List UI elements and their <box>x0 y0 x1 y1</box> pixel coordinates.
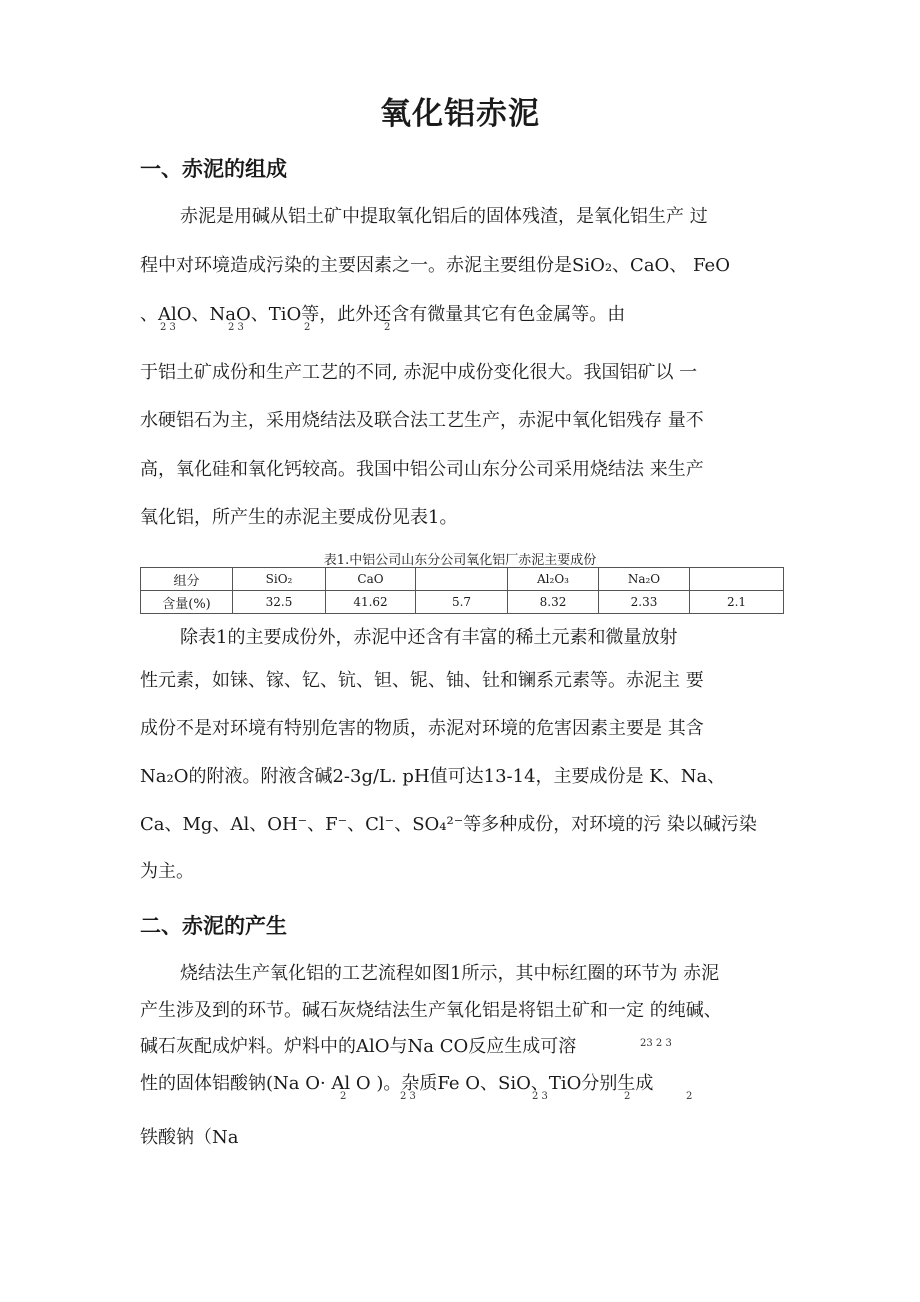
paragraph-line: 程中对环境造成污染的主要因素之一。赤泥主要组份是SiO₂、CaO、 FeO <box>140 255 730 276</box>
paragraph-line: 水硬铝石为主，采用烧结法及联合法工艺生产，赤泥中氧化铝残存 量不 <box>140 410 704 431</box>
composition-table <box>140 567 784 614</box>
table-cell: 8.32 <box>508 591 599 614</box>
subscript-row: 2 3 <box>228 322 244 333</box>
table-cell: 41.62 <box>326 591 416 614</box>
paragraph-line: Ca、Mg、Al、OH⁻、F⁻、Cl⁻、SO₄²⁻等多种成份，对环境的污 染以碱污染 <box>140 814 757 835</box>
subscript-row: 2 <box>686 1091 693 1102</box>
table-cell: 5.7 <box>416 591 508 614</box>
paragraph-line: 成份不是对环境有特别危害的物质，赤泥对环境的危害因素主要是 其含 <box>140 718 704 739</box>
subscript-row: 23 2 3 <box>640 1038 672 1049</box>
paragraph-line: 铁酸钠（Na <box>140 1127 239 1148</box>
table-row <box>141 591 784 614</box>
paragraph-line: 产生涉及到的环节。碱石灰烧结法生产氧化铝是将铝土矿和一定 的纯碱、 <box>140 1000 722 1021</box>
table-header-row <box>141 568 784 591</box>
paragraph-line: 除表1的主要成份外，赤泥中还含有丰富的稀土元素和微量放射 <box>180 627 678 648</box>
paragraph-line: 赤泥是用碱从铝土矿中提取氧化铝后的固体残渣，是氧化铝生产 过 <box>180 206 708 227</box>
paragraph-line: Na₂O的附液。附液含碱2-3g/L. pH值可达13-14，主要成份是 K、Na、 <box>140 766 726 787</box>
section-heading-generation: 二、赤泥的产生 <box>140 913 287 938</box>
subscript-row: 2 3 <box>532 1091 548 1102</box>
table-header-cell <box>416 568 508 591</box>
table-header-cell: SiO₂ <box>233 568 326 591</box>
table-header-cell <box>690 568 784 591</box>
table-header-cell: Al₂O₃ <box>508 568 599 591</box>
table-cell: 2.33 <box>599 591 690 614</box>
paragraph-line: 高，氧化硅和氧化钙较高。我国中铝公司山东分公司采用烧结法 来生产 <box>140 459 704 480</box>
paragraph-line: 、AlO、NaO、TiO等，此外还含有微量其它有色金属等。由 <box>140 304 626 325</box>
subscript-row: 2 <box>304 322 311 333</box>
subscript-row: 2 3 <box>160 322 176 333</box>
table-cell: 2.1 <box>690 591 784 614</box>
subscript-row: 2 3 <box>400 1091 416 1102</box>
paragraph-line: 性元素，如铼、镓、钇、钪、钽、铌、铀、钍和镧系元素等。赤泥主 要 <box>140 670 704 691</box>
paragraph-line: 氧化铝，所产生的赤泥主要成份见表1。 <box>140 507 458 528</box>
page-title: 氧化铝赤泥 <box>380 96 540 132</box>
paragraph-line: 性的固体铝酸钠(Na O· Al O )。杂质Fe O、SiO、TiO分别生成 <box>140 1073 654 1094</box>
table-header-cell: Na₂O <box>599 568 690 591</box>
paragraph-line: 为主。 <box>140 861 194 882</box>
subscript-row: 2 <box>384 322 391 333</box>
section-heading-composition: 一、赤泥的组成 <box>140 156 287 181</box>
table-cell: 32.5 <box>233 591 326 614</box>
table-caption: 表1.中铝公司山东分公司氧化铝厂赤泥主要成份 <box>323 553 597 568</box>
table-header-cell: 组分 <box>141 568 233 591</box>
paragraph-line: 烧结法生产氧化铝的工艺流程如图1所示，其中标红圈的环节为 赤泥 <box>180 963 720 984</box>
table-row-label: 含量(%) <box>141 591 233 614</box>
table-header-cell: CaO <box>326 568 416 591</box>
paragraph-line: 于铝土矿成份和生产工艺的不同, 赤泥中成份变化很大。我国铝矿以 一 <box>140 362 698 383</box>
subscript-row: 2 <box>340 1091 347 1102</box>
subscript-row: 2 <box>624 1091 631 1102</box>
paragraph-line: 碱石灰配成炉料。炉料中的AlO与Na CO反应生成可溶 <box>140 1036 577 1057</box>
